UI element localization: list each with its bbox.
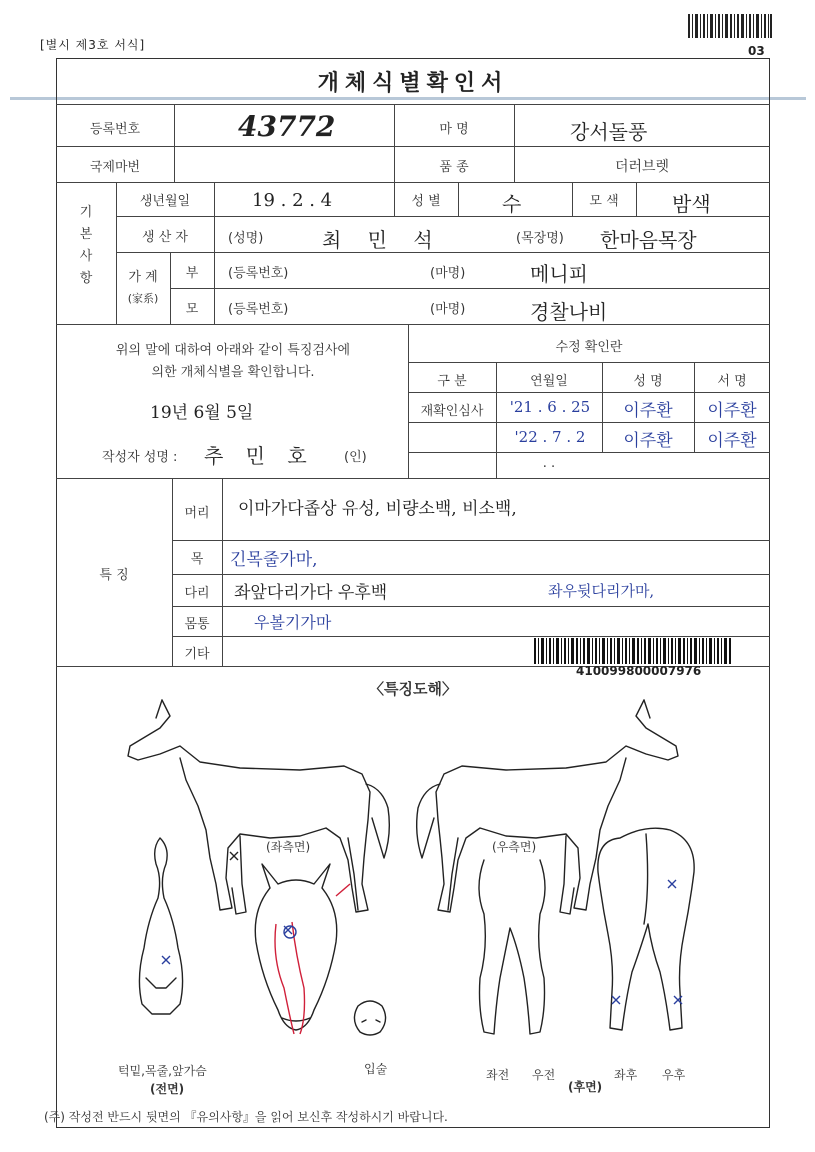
amendment-row-sign: 이주환	[707, 401, 757, 421]
sire-name-value: 메니피	[530, 262, 588, 286]
neck-label: 목	[190, 552, 204, 567]
coat-label: 모 색	[589, 194, 619, 209]
amendment-row-name: 이주환	[623, 431, 673, 451]
body-label: 몸통	[184, 617, 210, 632]
horse-name-value: 강서돌풍	[570, 120, 648, 144]
leg-value-blue: 좌우뒷다리가마,	[548, 582, 655, 600]
amendment-col-type: 구 분	[437, 374, 467, 389]
rear-view-label: (후면)	[568, 1080, 603, 1094]
basic-section-label: 기 본 사 항	[79, 205, 93, 286]
lips-view	[354, 1001, 385, 1035]
front-neck-view	[139, 838, 182, 1014]
page-number: 03	[748, 44, 765, 58]
birth-value: 19 . 2 . 4	[252, 190, 333, 211]
sex-value: 수	[502, 192, 522, 216]
writer-seal: (인)	[344, 450, 367, 465]
sire-name-prefix: (마명)	[430, 266, 466, 281]
amendment-row-sign: 이주환	[707, 431, 757, 451]
farm-value: 한마음목장	[600, 228, 697, 252]
barcode-icon	[532, 638, 732, 666]
amendment-row-name: 이주환	[623, 401, 673, 421]
sire-label: 부	[185, 266, 199, 281]
breeder-label: 생 산 자	[142, 230, 188, 245]
breed-value: 더러브렛	[614, 159, 670, 175]
sex-label: 성 별	[411, 194, 441, 209]
amendment-title: 수정 확인란	[555, 340, 623, 355]
pedigree-label: 가 계	[128, 270, 158, 285]
lips-label: 입술	[364, 1062, 388, 1076]
left-side-horse	[128, 700, 389, 914]
amendment-col-sign: 서 명	[717, 374, 747, 389]
body-value: 우볼기가마	[254, 613, 332, 632]
breed-label: 품 종	[439, 160, 469, 175]
front-left-label: 좌전	[486, 1068, 510, 1082]
dam-label: 모	[185, 302, 199, 317]
rear-view	[598, 828, 694, 1030]
dam-name-value: 경찰나비	[530, 300, 608, 324]
head-label: 머리	[184, 506, 210, 521]
breeder-name-value: 최 민 석	[322, 228, 443, 252]
writer-value: 추 민 호	[204, 444, 315, 468]
right-side-label: (우측면)	[492, 840, 537, 854]
horse-diagram	[100, 688, 730, 1106]
leg-label: 다리	[184, 586, 210, 601]
sire-reg-prefix: (등록번호)	[228, 266, 289, 281]
pedigree-hanja: (家系)	[127, 292, 159, 305]
amendment-row-date: . .	[542, 456, 556, 471]
page-title: 개체식별확인서	[317, 71, 509, 96]
front-right-label: 우전	[532, 1068, 556, 1082]
amendment-row-date: '21 . 6 . 25	[509, 398, 591, 416]
coat-value: 밤색	[672, 192, 711, 216]
rear-right-label: 우후	[662, 1068, 686, 1082]
barcode-number: 410099800007976	[576, 664, 702, 678]
right-side-horse	[417, 700, 678, 914]
amendment-col-date: 연월일	[530, 374, 568, 389]
front-view-label: (전면)	[150, 1082, 185, 1096]
other-label: 기타	[184, 647, 210, 662]
confirmation-statement: 위의 말에 대하여 아래와 같이 특징검사에 의한 개체식별을 확인합니다.	[115, 343, 351, 380]
feature-marks	[162, 852, 682, 1034]
amendment-col-name: 성 명	[633, 374, 663, 389]
farm-prefix: (목장명)	[516, 231, 564, 246]
breeder-name-prefix: (성명)	[228, 231, 264, 246]
front-caption: 턱밑,목줄,앞가슴	[118, 1064, 207, 1078]
horse-name-label: 마 명	[439, 122, 469, 137]
head-value: 이마가다좁상 유성, 비량소백, 비소백,	[238, 499, 517, 519]
intl-no-label: 국제마번	[89, 160, 141, 175]
front-legs-view	[479, 860, 545, 1034]
dam-name-prefix: (마명)	[430, 302, 466, 317]
rear-left-label: 좌후	[614, 1068, 638, 1082]
form-tag: [별시 제3호 서식]	[40, 38, 146, 52]
diagram-title: 〈특징도해〉	[369, 680, 457, 698]
reg-no-value: 43772	[238, 110, 336, 143]
neck-value: 긴목줄가마,	[230, 550, 318, 570]
reg-no-label: 등록번호	[89, 122, 141, 137]
amendment-row-date: '22 . 7 . 2	[514, 428, 586, 446]
birth-label: 생년월일	[139, 194, 191, 209]
features-section-label: 특 징	[99, 568, 129, 583]
confirmation-date: 19년 6월 5일	[150, 403, 254, 423]
leg-value: 좌앞다리가다 우후백	[234, 583, 388, 603]
barcode-icon	[688, 14, 772, 38]
dam-reg-prefix: (등록번호)	[228, 302, 289, 317]
footer-note: (주) 작성전 반드시 뒷면의 『유의사항』을 읽어 보신후 작성하시기 바랍니다.	[44, 1110, 448, 1124]
writer-label: 작성자 성명 :	[102, 450, 178, 465]
amendment-row-type: 재확인심사	[420, 404, 484, 419]
left-side-label: (좌측면)	[266, 840, 311, 854]
